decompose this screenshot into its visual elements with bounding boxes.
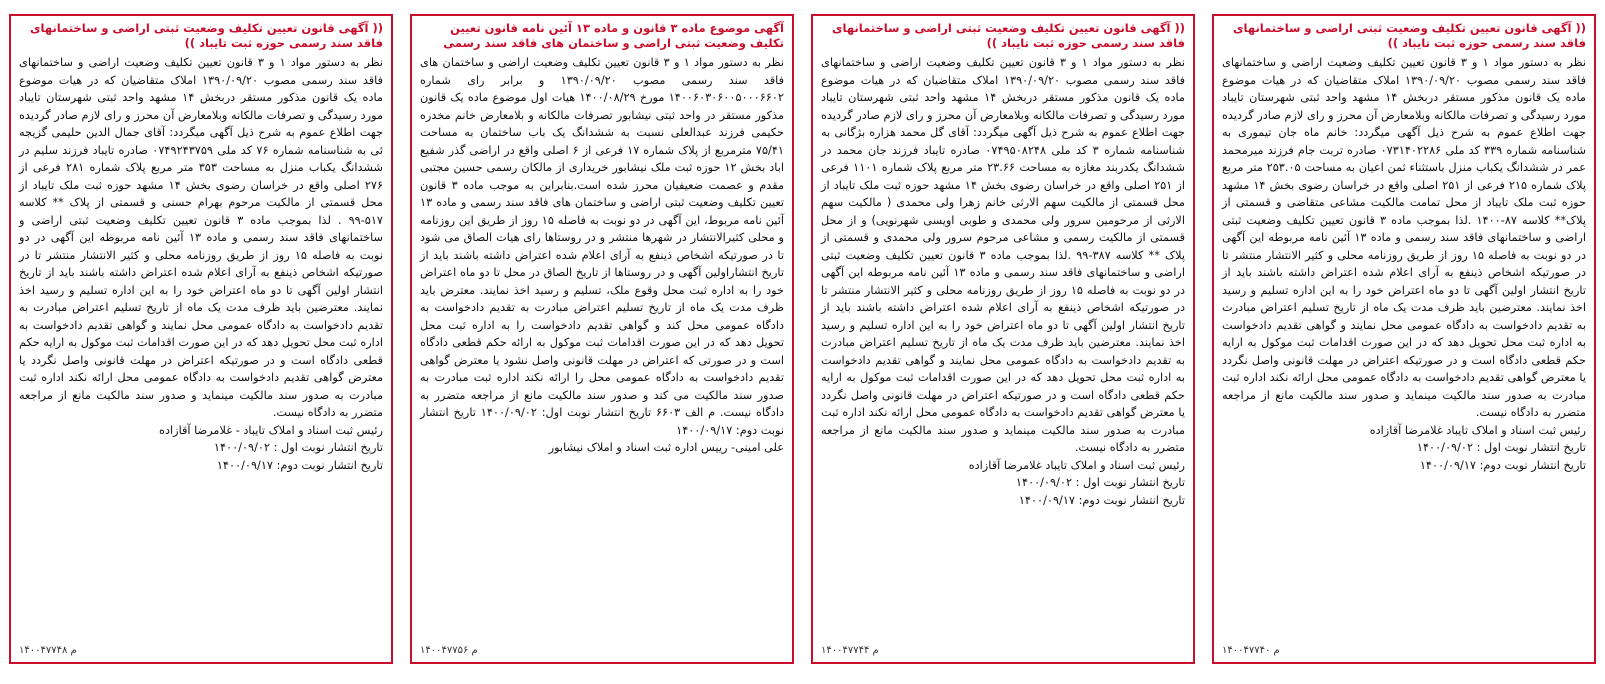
- notice-date-first: تاریخ انتشار نوبت اول : ۱۴۰۰/۰۹/۰۲: [213, 441, 383, 454]
- notice-body: نظر به دستور مواد ۱ و ۳ قانون تعیین تکلیف وضعیت اراضی و ساختمانهای فاقد سند رسمی مصوب ۱۳۹۰/۰۹/۲۰ املاک متقاضیان که در هیات موضوع ماده یک قانون مذکور مستقر دربخش ۱۴ مشهد واحد ثبتی شهرستان تایباد مورد رسیدگی و تصرفات مالکانه وبلامعارض آن محرز و رای لازم صادر گردیده جهت اطلاع عموم به شرح ذیل آگهی میگردد: آقای جمال الدین حلیمی گزیجه ئی به شناسنامه شماره ۷۶ کد ملی ۰۷۴۹۲۴۳۷۵۹ صادره تایباد فرزند سلیم در ششدانگ یکباب منزل به مساحت ۳۵۳ متر مربع پلاک شماره ۲۸۱ فرعی از ۲۷۶ اصلی واقع در خراسان رضوی بخش ۱۴ مشهد حوزه ثبت ملک تایباد از محل قسمتی از مالکیت مرحوم بهرام حسنی و قسمتی از پلاک ** کلاسه ۵۱۷-۹۹ . لذا بموجب ماده ۳ قانون تعیین تکلیف وضعیت ثبتی اراضی و ساختمانهای فاقد سند رسمی و ماده ۱۳ آئین نامه مربوطه این آگهی در دو نوبت به فاصله ۱۵ روز از طریق روزنامه محلی و کثیر الانتشار منتشر تا در صورتیکه اشخاص ذینفع به آرای اعلام شده اعتراض داشته باشند باید از تاریخ انتشار اولین آگهی تا دو ماه اعتراض خود را به این اداره تسلیم و رسید اخذ نمایند. معترضین باید ظرف مدت یک ماه از تاریخ تسلیم اعتراض مبادرت به تقدیم دادخواست به دادگاه عمومی محل نمایند و گواهی تقدیم دادخواست به اداره ثبت محل تحویل دهد که در این صورت اقدامات ثبت موکول به ارایه حکم قطعی دادگاه است و در صورتیکه اعتراض در مهلت قانونی واصل نگردد یا معترض گواهی تقدیم دادخواست به دادگاه عمومی محل ارائه نکند اداره ثبت مبادرت به صدور سند مالکیت مینماید و صدور سند مالکیت مانع از مراجعه متضرر به دادگاه نیست.: [19, 56, 384, 419]
- notice-title: (( آگهی قانون تعیین تکلیف وضعیت ثبتی اراضی و ساختمانهای فاقد سند رسمی حوزه ثبت تایباد )): [30, 21, 383, 50]
- notice-date-second: تاریخ انتشار نوبت دوم: ۱۴۰۰/۰۹/۱۷: [216, 458, 383, 472]
- notice-signature: رئیس ثبت اسناد و املاک تایباد - غلامرضا آقازاده: [159, 423, 383, 437]
- notice-1: [1212, 14, 1596, 664]
- notice-title: (( آگهی قانون تعیین تکلیف وضعیت ثبتی اراضی و ساختمانهای فاقد سند رسمی حوزه ثبت تایباد )): [832, 21, 1185, 50]
- notice-body: نظر به دستور مواد ۱ و ۳ قانون تعیین تکلیف وضعیت اراضی و ساختمانهای فاقد سند رسمی مصوب ۱۳۹۰/۰۹/۲۰ املاک متقاضیان که در هیات موضوع ماده یک قانون مذکور مستقر دربخش ۱۴ مشهد واحد ثبتی شهرستان تایباد مورد رسیدگی و تصرفات مالکانه وبلامعارض آن محرز و رای لازم صادر گردیده جهت اطلاع عموم به شرح ذیل آگهی میگردد: خانم ماه جان تیموری به شناسنامه شماره ۳۳۹ کد ملی ۰۷۳۱۴۰۲۲۸۶ صادره تربت جام فرزند میرمحمد عمر در ششدانگ یکباب منزل باستثناء ثمن اعیان به مساحت ۲۵۳.۰۵ متر مربع پلاک شماره ۲۱۵ فرعی از ۲۵۱ اصلی واقع در خراسان رضوی بخش ۱۴ مشهد حوزه ثبت ملک تایباد از محل تمامت مالکیت مشاعی متقاضی و قسمتی از پلاک** کلاسه ۸۷-۱۴۰۰ .لذا بموجب ماده ۳ قانون تعیین تکلیف وضعیت ثبتی اراضی و ساختمانهای فاقد سند رسمی و ماده ۱۳ آئین نامه مربوطه این آگهی در دو نوبت به فاصله ۱۵ روز از طریق روزنامه محلی و کثیر الانتشار منتشر تا در صورتیکه اشخاص ذینفع به آرای اعلام شده اعتراض داشته باشند باید از تاریخ انتشار اولین آگهی تا دو ماه اعتراض خود را به این اداره تسلیم و رسید اخذ نمایند. معترضین باید ظرف مدت یک ماه از تاریخ تسلیم اعتراض مبادرت به تقدیم دادخواست به دادگاه عمومی محل نمایند و گواهی تقدیم دادخواست به اداره ثبت محل تحویل دهد که در این صورت اقدامات ثبت موکول به ارایه حکم قطعی دادگاه است و در صورتیکه اعتراض در مهلت قانونی واصل نگردد یا معترض گواهی تقدیم دادخواست به دادگاه عمومی محل ارائه نکند اداره ثبت مبادرت به صدور سند مالکیت مینماید و صدور سند مالکیت مانع از مراجعه متضرر به دادگاه نیست.: [1222, 56, 1587, 419]
- notice-signature: رئیس ثبت اسناد و املاک تایباد غلامرضا آقازاده: [968, 458, 1185, 472]
- notice-date-first: تاریخ انتشار نوبت اول : ۱۴۰۰/۰۹/۰۲: [1015, 476, 1185, 489]
- notice-code: م ۱۴۰۰۴۷۷۴۸: [19, 645, 77, 656]
- notice-3: [410, 14, 794, 664]
- notice-code: م ۱۴۰۰۴۷۷۴۴: [821, 645, 879, 656]
- notice-body: نظر به دستور مواد ۱ و ۳ قانون تعیین تکلیف وضعیت اراضی و ساختمانهای فاقد سند رسمی مصوب ۱۳۹۰/۰۹/۲۰ املاک متقاضیان که در هیات موضوع ماده یک قانون مذکور مستقر دربخش ۱۴ مشهد واحد ثبتی شهرستان تایباد مورد رسیدگی و تصرفات مالکانه وبلامعارض آن محرز و رای لازم صادر گردیده جهت اطلاع عموم به شرح ذیل آگهی میگردد: آقای گل محمد هزاره بژگانی به شناسنامه شماره ۳ کد ملی ۰۷۴۹۵۰۸۲۴۸ صادره تایباد فرزند جان محمد در ششدانگ یکدربند مغازه به مساحت ۲۳.۶۶ متر مربع پلاک شماره ۱۱۰۱ فرعی از ۲۵۱ اصلی واقع در خراسان رضوی بخش ۱۴ مشهد حوزه ثبت ملک تایباد از محل قسمتی از مالکیت سهم الارثی خانم زهرا ولی محمدی ( مالکیت سهم الارثی از مرحومین سرور ولی محمدی و طوبی اویسی شهرنویی) و از محل قسمتی از مالکیت رسمی و مشاعی مرحوم سرور ولی محمدی و قسمتی از پلاک ** کلاسه ۳۸۷-۹۹ .لذا بموجب ماده ۳ قانون تعیین تکلیف وضعیت ثبتی اراضی و ساختمانهای فاقد سند رسمی و ماده ۱۳ آئین نامه مربوطه این آگهی در دو نوبت به فاصله ۱۵ روز از طریق روزنامه محلی و کثیر الانتشار منتشر تا در صورتیکه اشخاص ذینفع به آرای اعلام شده اعتراض داشته باشند باید از تاریخ انتشار اولین آگهی تا دو ماه اعتراض خود را به این اداره تسلیم و رسید اخذ نمایند. معترضین باید ظرف مدت یک ماه از تاریخ تسلیم اعتراض مبادرت به تقدیم دادخواست به دادگاه عمومی محل نمایند و گواهی تقدیم دادخواست به اداره ثبت محل تحویل دهد که در این صورت اقدامات ثبت موکول به ارایه حکم قطعی دادگاه است و در صورتیکه اعتراض در مهلت قانونی واصل نگردد یا معترض گواهی تقدیم دادخواست به دادگاه عمومی محل ارائه نکند اداره ثبت مبادرت به صدور سند مالکیت مینماید و صدور سند مالکیت مانع از مراجعه متضرر به دادگاه نیست.: [821, 56, 1186, 454]
- notice-date-second: تاریخ انتشار نوبت دوم: ۱۴۰۰/۰۹/۱۷: [1018, 493, 1185, 507]
- notice-date-second: تاریخ انتشار نوبت دوم: ۱۴۰۰/۰۹/۱۷: [1419, 458, 1586, 472]
- notice-code: م ۱۴۰۰۴۷۷۴۰: [1222, 645, 1280, 656]
- notice-code: م ۱۴۰۰۴۷۷۵۶: [420, 645, 478, 656]
- notice-title: (( آگهی قانون تعیین تکلیف وضعیت ثبتی اراضی و ساختمانهای فاقد سند رسمی حوزه ثبت تایباد )): [1233, 21, 1586, 50]
- notice-4: [9, 14, 393, 664]
- notice-body: نظر به دستور مواد ۱ و ۳ قانون تعیین تکلیف وضعیت اراضی و ساختمان های فاقد سند رسمی مصوب ۱۳۹۰/۰۹/۲۰ و برابر رای شماره ۱۴۰۰۶۰۳۰۶۰۰۵۰۰۰۶۶۰۲ مورخ ۱۴۰۰/۰۸/۲۹ هیات اول موضوع ماده یک قانون مذکور مستقر در واحد ثبتی نیشابور تصرفات مالکانه و بلامعارض خانم مخدره حکیمی فرزند عبدالعلی نسبت به ششدانگ یک باب ساختمان به مساحت ۷۵/۴۱ مترمربع از پلاک شماره ۱۷ فرعی از ۶ اصلی واقع در اراضی گذر شفیع اباد بخش ۱۲ حوزه ثبت ملک نیشابور خریداری از مالکان رسمی حسین مجتبی مقدم و عصمت ضعیفیان محرز شده است.بنابراین به موجب ماده ۳ قانون تعیین تکلیف وضعیت ثبتی اراضی و ساختمان های فاقد سند رسمی و ماده ۱۳ آئین نامه مربوط، این آگهی در دو نوبت به فاصله ۱۵ روز از طریق این روزنامه و محلی کثیرالانتشار در شهرها منتشر و در روستاها رای هیات الصاق می شود تا در صورتیکه اشخاص ذینفع به آرای اعلام شده اعتراض داشته باشند باید از تاریخ انتشاراولین آگهی و در روستاها از تاریخ الصاق در محل تا دو ماه اعتراض خود را به اداره ثبت محل وقوع ملک، تسلیم و رسید اخذ نمایند. معترض باید ظرف مدت یک ماه از تاریخ تسلیم اعتراض مبادرت به تقدیم دادخواست به دادگاه عمومی محل کند و گواهی تقدیم دادخواست را به اداره ثبت محل تحویل دهد که در این صورت اقدامات ثبت موکول به ارائه حکم قطعی دادگاه است و در صورتی که اعتراض در مهلت قانونی واصل نشود یا معترض گواهی تقدیم دادخواست به دادگاه عمومی محل را ارائه نکند اداره ثبت مبادرت به صدور سند مالکیت می کند و صدور سند مالکیت مانع از مراجعه متضرر به دادگاه نیست. م الف ۶۶۰۳ تاریخ انتشار نوبت اول: ۱۴۰۰/۰۹/۰۲ تاریخ انتشار نوبت دوم: ۱۴۰۰/۰۹/۱۷: [420, 56, 784, 437]
- notice-signature: علی امینی- رییس اداره ثبت اسناد و املاک نیشابور: [548, 441, 784, 454]
- notice-title: آگهی موضوع ماده ۳ قانون و ماده ۱۳ آئین نامه قانون تعیین تکلیف وضعیت ثبتی اراضی و ساختمان های فاقد سند رسمی: [443, 21, 784, 50]
- notice-signature: رئیس ثبت اسناد و املاک تایباد غلامرضا آقازاده: [1369, 423, 1586, 437]
- notice-2: [811, 14, 1195, 664]
- notice-date-first: تاریخ انتشار نوبت اول : ۱۴۰۰/۰۹/۰۲: [1416, 441, 1586, 454]
